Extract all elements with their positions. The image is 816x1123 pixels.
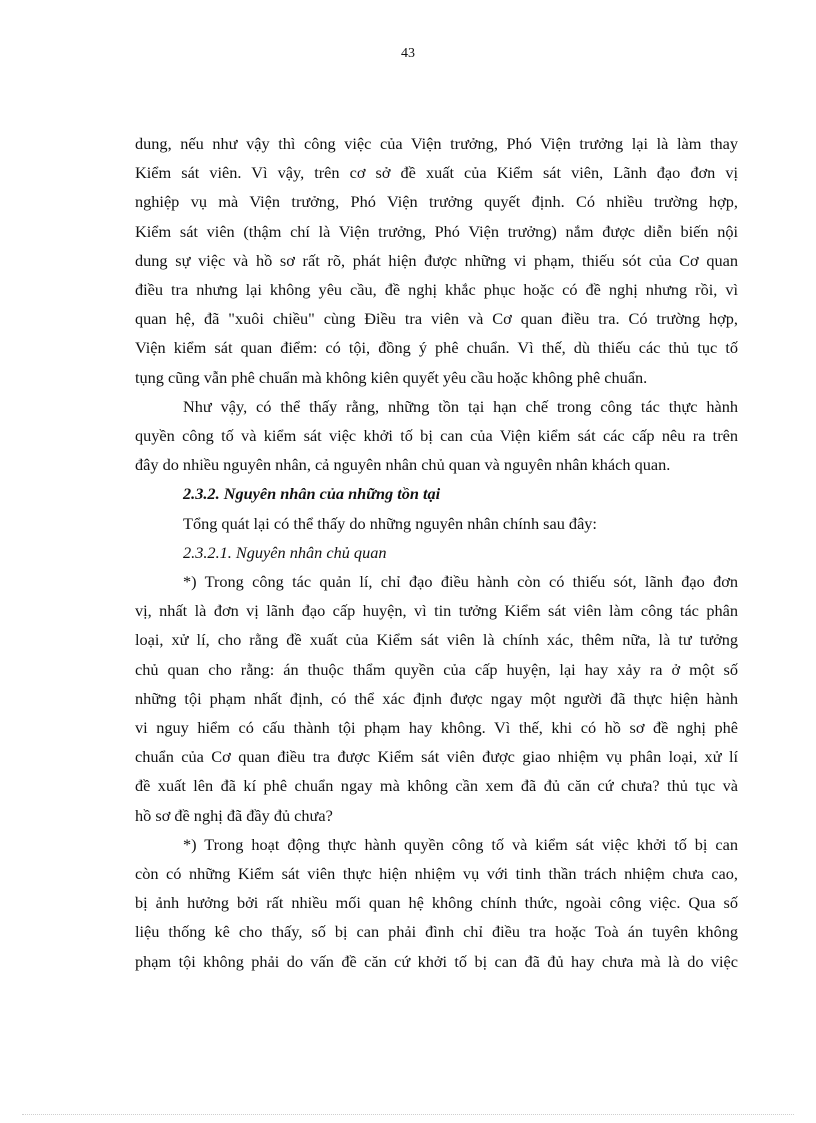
paragraph-summary [135, 392, 738, 480]
document-body [135, 129, 738, 976]
text-line: điều tra nhưng lại không yêu cầu, đề nghị khắc phục hoặc có đề nghị nhưng rồi, vì [135, 280, 738, 300]
page-bottom-divider [22, 1114, 794, 1115]
intro-line: Tổng quát lại có thể thấy do những nguyên nhân chính sau đây: [183, 513, 597, 533]
text-line: chuẩn của Cơ quan điều tra được Kiểm sát viên được giao nhiệm vụ phân loại, xử lí [135, 747, 738, 767]
paragraph-management-shortcomings [135, 567, 738, 830]
text-line: dung sự việc và hồ sơ rất rõ, phát hiện được những vi phạm, thiếu sót của Cơ quan [135, 250, 738, 270]
text-line: loại, xử lí, cho rằng đề xuất của Kiểm sát viên là chính xác, thêm nữa, là tư tưởng [135, 630, 738, 650]
paragraph-prosecutor-responsibility [135, 830, 738, 976]
text-line: những tội phạm nhất định, có thể xác định được ngay một người đã thực hiện hành [135, 688, 738, 708]
section-heading-2-3-2-1: 2.3.2.1. Nguyên nhân chủ quan [183, 542, 387, 562]
text-line: vi nguy hiểm có cấu thành tội phạm hay không. Vì thế, khi có hồ sơ đề nghị phê [135, 718, 738, 738]
text-line: hồ sơ đề nghị đã đầy đủ chưa? [135, 805, 333, 825]
text-line: *) Trong hoạt động thực hành quyền công tố và kiểm sát việc khởi tố bị can [183, 834, 738, 854]
text-line: Kiểm sát viên (thậm chí là Viện trưởng, Phó Viện trưởng) nắm được diễn biến nội [135, 221, 738, 241]
paragraph-continuation [135, 129, 738, 392]
text-line: Như vậy, có thể thấy rằng, những tồn tại hạn chế trong công tác thực hành [183, 396, 738, 416]
text-line: còn có những Kiểm sát viên thực hiện nhiệm vụ với tinh thần trách nhiệm chưa cao, [135, 864, 738, 884]
text-line: quan hệ, đã "xuôi chiều" cùng Điều tra viên và Cơ quan điều tra. Có trường hợp, [135, 309, 738, 329]
text-line: vị, nhất là đơn vị lãnh đạo cấp huyện, vì tin tưởng Kiểm sát viên làm công tác phân [135, 601, 738, 621]
text-line: Kiểm sát viên. Vì vậy, trên cơ sở đề xuất của Kiểm sát viên, Lãnh đạo đơn vị [135, 163, 738, 183]
text-line: tụng cũng vẫn phê chuẩn mà không kiên quyết yêu cầu hoặc không phê chuẩn. [135, 367, 648, 387]
text-line: liệu thống kê cho thấy, số bị can phải đình chỉ điều tra hoặc Toà án tuyên không [135, 922, 738, 942]
text-line: nghiệp vụ mà Viện trưởng, Phó Viện trưởng quyết định. Có nhiều trường hợp, [135, 192, 738, 212]
text-line: *) Trong công tác quản lí, chỉ đạo điều hành còn có thiếu sót, lãnh đạo đơn [183, 572, 738, 592]
text-line: quyền công tố và kiểm sát việc khởi tố bị can của Viện kiểm sát các cấp nêu ra trên [135, 426, 738, 446]
text-line: phạm tội không phải do vấn đề căn cứ khởi tố bị can đã đủ hay chưa mà là do việc [135, 951, 738, 971]
section-heading-2-3-2: 2.3.2. Nguyên nhân của những tồn tại [183, 484, 441, 504]
text-line: dung, nếu như vậy thì công việc của Viện trưởng, Phó Viện trưởng lại là làm thay [135, 134, 738, 153]
text-line: Viện kiểm sát quan điểm: có tội, đồng ý phê chuẩn. Vì thế, dù thiếu các thủ tục tố [135, 338, 738, 358]
text-line: đề xuất lên đã kí phê chuẩn ngay mà không cần xem đã đủ căn cứ chưa? thủ tục và [135, 776, 738, 796]
page-number: 43 [401, 46, 415, 61]
text-line: bị ảnh hưởng bởi rất nhiều mối quan hệ không chính thức, ngoài công việc. Qua số [135, 893, 738, 913]
text-line: chủ quan cho rằng: án thuộc thẩm quyền của cấp huyện, lại hay xảy ra ở một số [135, 659, 738, 679]
text-line: đây do nhiều nguyên nhân, cả nguyên nhân chủ quan và nguyên nhân khách quan. [135, 455, 671, 475]
